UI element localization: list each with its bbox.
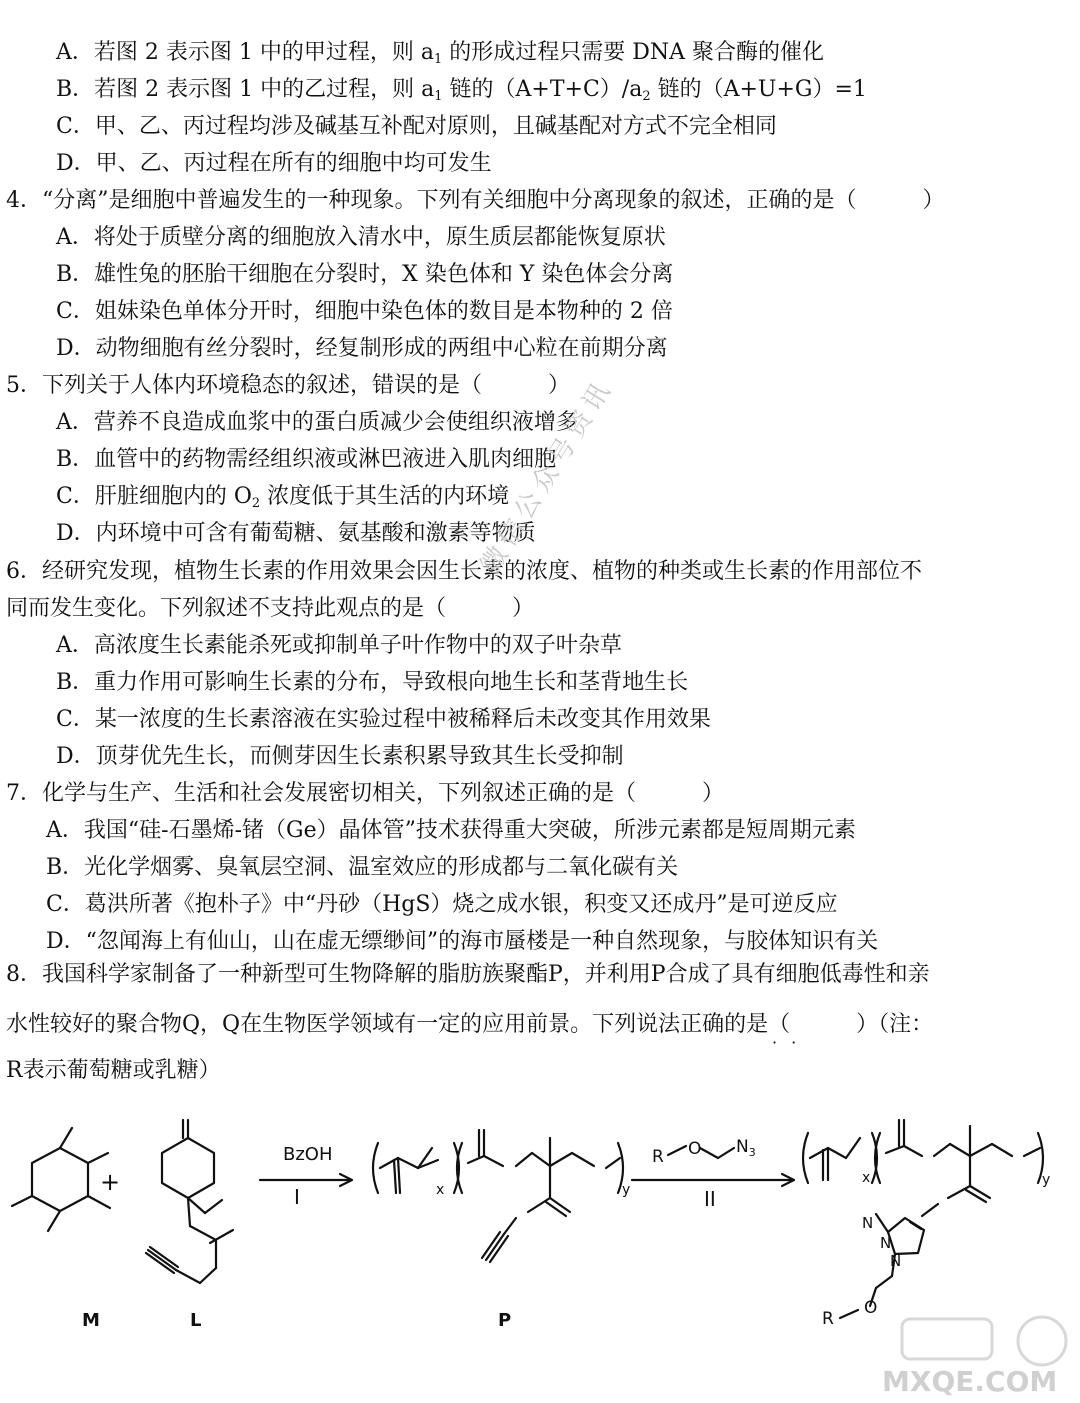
polymer-q bbox=[803, 1120, 1043, 1318]
q5-option-d: D．内环境中可含有葡萄糖、氨基酸和激素等物质 bbox=[56, 521, 536, 546]
triazole-n-bottom: N bbox=[890, 1252, 902, 1270]
q3-option-c: C．甲、乙、丙过程均涉及碱基互补配对原则，且碱基配对方式不完全相同 bbox=[56, 114, 777, 139]
molecule-m bbox=[12, 1128, 110, 1231]
q4-option-b: B．雄性兔的胚胎干细胞在分裂时，X 染色体和 Y 染色体会分离 bbox=[56, 262, 674, 287]
triazole-n-mid: N bbox=[880, 1234, 892, 1252]
q6-option-c: C．某一浓度的生长素溶液在实验过程中被稀释后未改变其作用效果 bbox=[56, 707, 711, 732]
site-logo bbox=[882, 1311, 1072, 1401]
azide-oxygen: O bbox=[688, 1139, 702, 1159]
q6-option-d: D．顶芽优先生长，而侧芽因生长素积累导致其生长受抑制 bbox=[56, 744, 624, 769]
q4-stem: 4．“分离”是细胞中普遍发生的一种现象。下列有关细胞中分离现象的叙述，正确的是（ ） bbox=[6, 188, 945, 213]
molecule-l bbox=[146, 1120, 233, 1283]
q-oxygen: O bbox=[864, 1298, 878, 1318]
q5-option-c: C．肝脏细胞内的 $O_2$ 浓度低于其生活的内环境 bbox=[56, 484, 510, 511]
q7-option-c: C．葛洪所著《抱朴子》中“丹砂（HgS）烧之成水银，积变又还成丹”是可逆反应 bbox=[46, 892, 838, 917]
watermark-text: 微信公众号资讯 bbox=[475, 373, 620, 580]
q8-stem-line2: 水性较好的聚合物Q，Q在生物医学领域有一定的应用前景。下列说法正确的是（ ）（注： bbox=[6, 1012, 934, 1037]
q5-option-b: B．血管中的药物需经组织液或淋巴液进入肌肉细胞 bbox=[56, 447, 557, 472]
polymer-p bbox=[373, 1130, 623, 1262]
q8-stem-line3: R表示葡萄糖或乳糖） bbox=[6, 1058, 221, 1083]
q5-stem: 5．下列关于人体内环境稳态的叙述，错误的是（ ） bbox=[6, 373, 570, 398]
q3-option-a: A．若图 2 表示图 1 中的甲过程，则 $a_1$ 的形成过程只需要 DNA 聚合酶的催化 bbox=[56, 40, 825, 67]
azide-r-group: R bbox=[652, 1147, 664, 1167]
label-m: M bbox=[82, 1310, 100, 1331]
step-one-label: I bbox=[294, 1185, 300, 1209]
q3-option-b: B．若图 2 表示图 1 中的乙过程，则 $a_1$ 链的$(A+T+C)/a_2$ 链的（A+U+G）=1 bbox=[56, 77, 867, 104]
emphasis-dots: ·· bbox=[772, 1033, 811, 1052]
p-x-index: x bbox=[436, 1182, 445, 1198]
q-r-group: R bbox=[822, 1309, 834, 1329]
plus-sign: + bbox=[100, 1168, 121, 1196]
q4-option-a: A．将处于质壁分离的细胞放入清水中，原生质层都能恢复原状 bbox=[56, 225, 666, 250]
q7-option-d: D．“忽闻海上有仙山，山在虚无缥缈间”的海市蜃楼是一种自然现象，与胶体知识有关 bbox=[46, 929, 879, 954]
step-two-label: II bbox=[704, 1187, 716, 1211]
q7-stem: 7．化学与生产、生活和社会发展密切相关，下列叙述正确的是（ ） bbox=[6, 781, 724, 806]
q3-option-d: D．甲、乙、丙过程在所有的细胞中均可发生 bbox=[56, 151, 492, 176]
q7-option-b: B．光化学烟雾、臭氧层空洞、温室效应的形成都与二氧化碳有关 bbox=[46, 855, 679, 880]
q5-option-a: A．营养不良造成血浆中的蛋白质减少会使组织液增多 bbox=[56, 410, 578, 435]
p-y-index: y bbox=[622, 1182, 631, 1198]
q4-option-d: D．动物细胞有丝分裂时，经复制形成的两组中心粒在前期分离 bbox=[56, 336, 668, 361]
q8-stem-line1: 8．我国科学家制备了一种新型可生物降解的脂肪族聚酯P，并利用P合成了具有细胞低毒性和亲 bbox=[6, 962, 930, 987]
q6-option-a: A．高浓度生长素能杀死或抑制单子叶作物中的双子叶杂草 bbox=[56, 633, 622, 658]
q6-stem-line1: 6．经研究发现，植物生长素的作用效果会因生长素的浓度、植物的种类或生长素的作用部位不 bbox=[6, 559, 923, 584]
triazole-n-top: N bbox=[862, 1214, 874, 1232]
q6-stem-line2: 同而发生变化。下列叙述不支持此观点的是（ ） bbox=[6, 596, 535, 621]
logo-text: MXQE.COM bbox=[882, 1365, 1058, 1398]
label-p: P bbox=[498, 1310, 512, 1331]
reagent-bzoh: BzOH bbox=[283, 1144, 333, 1165]
q-y-index: y bbox=[1042, 1172, 1051, 1188]
label-l: L bbox=[190, 1310, 202, 1331]
q6-option-b: B．重力作用可影响生长素的分布，导致根向地生长和茎背地生长 bbox=[56, 670, 689, 695]
azide-n3: $N_3$ bbox=[736, 1137, 756, 1159]
q7-option-a: A．我国“硅-石墨烯-锗（Ge）晶体管”技术获得重大突破，所涉元素都是短周期元素 bbox=[46, 818, 856, 843]
q4-option-c: C．姐妹染色单体分开时，细胞中染色体的数目是本物种的 2 倍 bbox=[56, 299, 673, 324]
q-x-index: x bbox=[862, 1170, 871, 1186]
